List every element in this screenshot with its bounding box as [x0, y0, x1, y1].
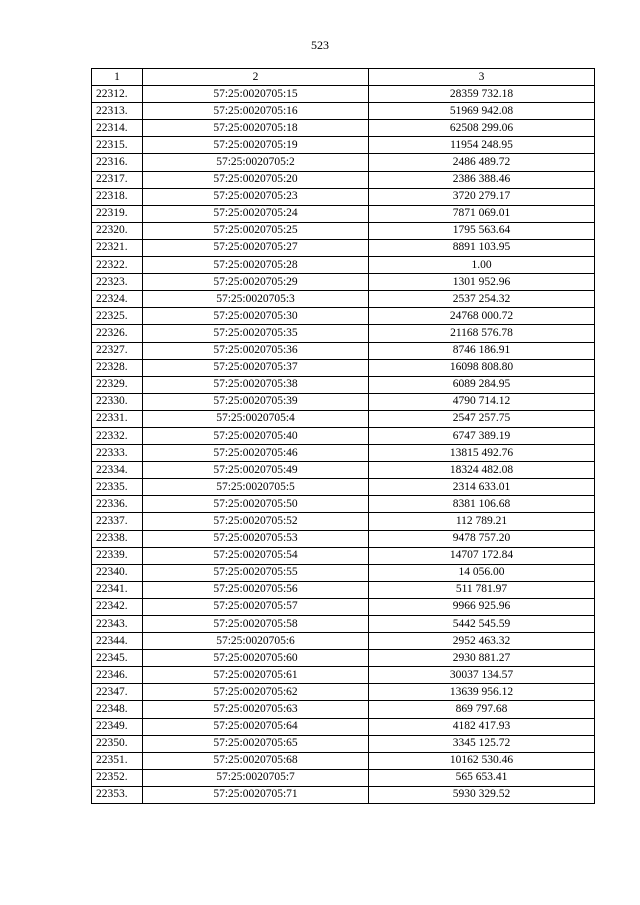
cadastral-number-cell: 57:25:0020705:24 [143, 205, 369, 222]
table-row [92, 701, 595, 718]
row-number-cell: 22343. [92, 616, 143, 633]
cadastral-number-cell: 57:25:0020705:7 [143, 769, 369, 786]
cadastral-number-cell: 57:25:0020705:36 [143, 342, 369, 359]
table-row [92, 581, 595, 598]
cadastral-number-cell: 57:25:0020705:61 [143, 667, 369, 684]
table-row [92, 684, 595, 701]
table-row [92, 667, 595, 684]
table-row [92, 735, 595, 752]
row-number-cell: 22319. [92, 205, 143, 222]
cadastral-value-cell: 8746 186.91 [369, 342, 595, 359]
cadastral-number-cell: 57:25:0020705:55 [143, 564, 369, 581]
table-row [92, 410, 595, 427]
cadastral-number-cell: 57:25:0020705:60 [143, 650, 369, 667]
row-number-cell: 22321. [92, 239, 143, 256]
table-row [92, 308, 595, 325]
table-row [92, 103, 595, 120]
cadastral-value-cell: 2547 257.75 [369, 410, 595, 427]
cadastral-number-cell: 57:25:0020705:53 [143, 530, 369, 547]
column-header-cadastral-number: 2 [143, 69, 369, 86]
row-number-cell: 22345. [92, 650, 143, 667]
cadastral-number-cell: 57:25:0020705:6 [143, 633, 369, 650]
cadastral-number-cell: 57:25:0020705:30 [143, 308, 369, 325]
cadastral-value-cell: 8381 106.68 [369, 496, 595, 513]
table-row [92, 479, 595, 496]
table-row [92, 359, 595, 376]
cadastral-number-cell: 57:25:0020705:3 [143, 291, 369, 308]
cadastral-number-cell: 57:25:0020705:46 [143, 445, 369, 462]
cadastral-number-cell: 57:25:0020705:63 [143, 701, 369, 718]
row-number-cell: 22316. [92, 154, 143, 171]
cadastral-value-cell: 14 056.00 [369, 564, 595, 581]
cadastral-value-cell: 8891 103.95 [369, 239, 595, 256]
cadastral-number-cell: 57:25:0020705:71 [143, 786, 369, 803]
cadastral-number-cell: 57:25:0020705:16 [143, 103, 369, 120]
cadastral-value-cell: 2386 388.46 [369, 171, 595, 188]
row-number-cell: 22317. [92, 171, 143, 188]
table-row [92, 86, 595, 103]
table-row [92, 257, 595, 274]
cadastral-number-cell: 57:25:0020705:49 [143, 462, 369, 479]
table-row [92, 239, 595, 256]
row-number-cell: 22334. [92, 462, 143, 479]
row-number-cell: 22323. [92, 274, 143, 291]
cadastral-value-cell: 24768 000.72 [369, 308, 595, 325]
cadastral-number-cell: 57:25:0020705:19 [143, 137, 369, 154]
table-row [92, 530, 595, 547]
table-row [92, 291, 595, 308]
cadastral-value-cell: 6747 389.19 [369, 427, 595, 444]
row-number-cell: 22312. [92, 86, 143, 103]
table-row [92, 393, 595, 410]
row-number-cell: 22327. [92, 342, 143, 359]
table-row [92, 171, 595, 188]
cadastral-value-cell: 62508 299.06 [369, 120, 595, 137]
table-row [92, 154, 595, 171]
cadastral-number-cell: 57:25:0020705:20 [143, 171, 369, 188]
cadastral-value-cell: 3720 279.17 [369, 188, 595, 205]
cadastral-value-cell: 13639 956.12 [369, 684, 595, 701]
row-number-cell: 22352. [92, 769, 143, 786]
row-number-cell: 22346. [92, 667, 143, 684]
row-number-cell: 22332. [92, 427, 143, 444]
table-row [92, 616, 595, 633]
table-row [92, 205, 595, 222]
cadastral-value-cell: 5930 329.52 [369, 786, 595, 803]
cadastral-number-cell: 57:25:0020705:28 [143, 257, 369, 274]
row-number-cell: 22322. [92, 257, 143, 274]
row-number-cell: 22351. [92, 752, 143, 769]
table-row [92, 718, 595, 735]
cadastral-number-cell: 57:25:0020705:25 [143, 222, 369, 239]
cadastral-number-cell: 57:25:0020705:27 [143, 239, 369, 256]
table-row [92, 564, 595, 581]
cadastral-value-cell: 9966 925.96 [369, 598, 595, 615]
cadastral-number-cell: 57:25:0020705:64 [143, 718, 369, 735]
table-row [92, 376, 595, 393]
cadastral-value-cell: 13815 492.76 [369, 445, 595, 462]
cadastral-value-cell: 5442 545.59 [369, 616, 595, 633]
cadastral-number-cell: 57:25:0020705:4 [143, 410, 369, 427]
cadastral-value-cell: 511 781.97 [369, 581, 595, 598]
row-number-cell: 22313. [92, 103, 143, 120]
cadastral-number-cell: 57:25:0020705:65 [143, 735, 369, 752]
row-number-cell: 22342. [92, 598, 143, 615]
column-header-value: 3 [369, 69, 595, 86]
table-row [92, 274, 595, 291]
table-row [92, 325, 595, 342]
row-number-cell: 22330. [92, 393, 143, 410]
cadastral-value-cell: 51969 942.08 [369, 103, 595, 120]
cadastral-value-cell: 4182 417.93 [369, 718, 595, 735]
cadastral-value-cell: 9478 757.20 [369, 530, 595, 547]
cadastral-number-cell: 57:25:0020705:52 [143, 513, 369, 530]
cadastral-number-cell: 57:25:0020705:56 [143, 581, 369, 598]
table-row [92, 427, 595, 444]
table-row [92, 188, 595, 205]
cadastral-value-cell: 7871 069.01 [369, 205, 595, 222]
row-number-cell: 22336. [92, 496, 143, 513]
table-row [92, 496, 595, 513]
cadastral-value-cell: 2952 463.32 [369, 633, 595, 650]
row-number-cell: 22338. [92, 530, 143, 547]
cadastral-value-cell: 2537 254.32 [369, 291, 595, 308]
cadastral-number-cell: 57:25:0020705:62 [143, 684, 369, 701]
cadastral-value-cell: 2314 633.01 [369, 479, 595, 496]
row-number-cell: 22315. [92, 137, 143, 154]
table-row [92, 462, 595, 479]
table-row [92, 769, 595, 786]
cadastral-value-cell: 4790 714.12 [369, 393, 595, 410]
cadastral-value-cell: 1301 952.96 [369, 274, 595, 291]
cadastral-number-cell: 57:25:0020705:40 [143, 427, 369, 444]
table-row [92, 547, 595, 564]
table-row [92, 650, 595, 667]
cadastral-number-cell: 57:25:0020705:50 [143, 496, 369, 513]
row-number-cell: 22353. [92, 786, 143, 803]
cadastral-value-cell: 18324 482.08 [369, 462, 595, 479]
cadastral-number-cell: 57:25:0020705:2 [143, 154, 369, 171]
table-row [92, 120, 595, 137]
row-number-cell: 22348. [92, 701, 143, 718]
row-number-cell: 22341. [92, 581, 143, 598]
table-row [92, 598, 595, 615]
cadastral-value-cell: 6089 284.95 [369, 376, 595, 393]
page-number: 523 [311, 38, 329, 52]
row-number-cell: 22339. [92, 547, 143, 564]
cadastral-number-cell: 57:25:0020705:54 [143, 547, 369, 564]
cadastral-value-cell: 1795 563.64 [369, 222, 595, 239]
table-row [92, 633, 595, 650]
cadastral-value-cell: 869 797.68 [369, 701, 595, 718]
cadastral-value-cell: 1.00 [369, 257, 595, 274]
table-row [92, 445, 595, 462]
row-number-cell: 22335. [92, 479, 143, 496]
table-body [92, 86, 595, 804]
cadastral-number-cell: 57:25:0020705:23 [143, 188, 369, 205]
row-number-cell: 22326. [92, 325, 143, 342]
row-number-cell: 22325. [92, 308, 143, 325]
table-row [92, 786, 595, 803]
cadastral-number-cell: 57:25:0020705:57 [143, 598, 369, 615]
table-header-row [92, 69, 595, 86]
table-row [92, 137, 595, 154]
row-number-cell: 22329. [92, 376, 143, 393]
table-row [92, 342, 595, 359]
row-number-cell: 22314. [92, 120, 143, 137]
cadastral-number-cell: 57:25:0020705:68 [143, 752, 369, 769]
cadastral-value-cell: 565 653.41 [369, 769, 595, 786]
cadastral-value-cell: 14707 172.84 [369, 547, 595, 564]
row-number-cell: 22324. [92, 291, 143, 308]
cadastral-number-cell: 57:25:0020705:15 [143, 86, 369, 103]
cadastral-value-cell: 112 789.21 [369, 513, 595, 530]
row-number-cell: 22331. [92, 410, 143, 427]
cadastral-value-cell: 28359 732.18 [369, 86, 595, 103]
row-number-cell: 22320. [92, 222, 143, 239]
cadastral-number-cell: 57:25:0020705:18 [143, 120, 369, 137]
cadastral-value-cell: 2930 881.27 [369, 650, 595, 667]
table-row [92, 513, 595, 530]
cadastral-value-table [91, 68, 595, 804]
cadastral-number-cell: 57:25:0020705:38 [143, 376, 369, 393]
row-number-cell: 22340. [92, 564, 143, 581]
row-number-cell: 22347. [92, 684, 143, 701]
row-number-cell: 22328. [92, 359, 143, 376]
table-row [92, 752, 595, 769]
cadastral-value-cell: 30037 134.57 [369, 667, 595, 684]
cadastral-value-cell: 10162 530.46 [369, 752, 595, 769]
cadastral-value-cell: 16098 808.80 [369, 359, 595, 376]
cadastral-value-cell: 3345 125.72 [369, 735, 595, 752]
row-number-cell: 22337. [92, 513, 143, 530]
cadastral-value-cell: 11954 248.95 [369, 137, 595, 154]
row-number-cell: 22344. [92, 633, 143, 650]
cadastral-number-cell: 57:25:0020705:58 [143, 616, 369, 633]
cadastral-number-cell: 57:25:0020705:35 [143, 325, 369, 342]
row-number-cell: 22333. [92, 445, 143, 462]
cadastral-number-cell: 57:25:0020705:39 [143, 393, 369, 410]
cadastral-number-cell: 57:25:0020705:29 [143, 274, 369, 291]
row-number-cell: 22318. [92, 188, 143, 205]
row-number-cell: 22350. [92, 735, 143, 752]
row-number-cell: 22349. [92, 718, 143, 735]
cadastral-number-cell: 57:25:0020705:37 [143, 359, 369, 376]
column-header-number: 1 [92, 69, 143, 86]
cadastral-value-cell: 2486 489.72 [369, 154, 595, 171]
cadastral-value-cell: 21168 576.78 [369, 325, 595, 342]
table-row [92, 222, 595, 239]
cadastral-number-cell: 57:25:0020705:5 [143, 479, 369, 496]
